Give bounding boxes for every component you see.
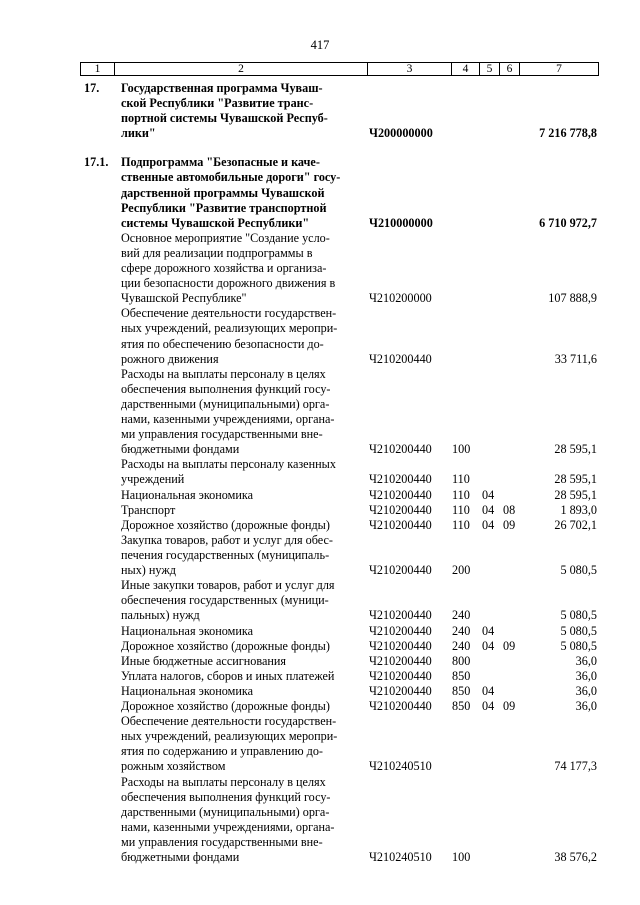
row-name-line: обеспечения выполнения функций госу- — [121, 381, 331, 396]
row-name-line: бюджетными фондами — [121, 849, 240, 864]
subsection-code: 08 — [503, 502, 516, 517]
target-article-code: Ч210000000 — [369, 215, 433, 230]
amount: 36,0 — [575, 653, 597, 668]
row-name-line: дарственными (муниципальными) орга- — [121, 396, 330, 411]
section-code: 04 — [482, 638, 495, 653]
expense-type-code: 110 — [452, 517, 470, 532]
row-name-line: Расходы на выплаты персоналу в целях — [121, 366, 326, 381]
amount: 36,0 — [575, 668, 597, 683]
target-article-code: Ч210200440 — [369, 623, 432, 638]
row-name — [121, 488, 355, 503]
row-name-line: Иные бюджетные ассигнования — [121, 653, 287, 668]
row-name-line: обеспечения выполнения функций госу- — [121, 789, 331, 804]
section-code: 04 — [482, 487, 495, 502]
row-name — [121, 624, 355, 639]
row-name-line: пальных) нужд — [121, 608, 200, 623]
row-name — [121, 367, 355, 458]
expense-type-code: 240 — [452, 623, 471, 638]
target-article-code: Ч210200440 — [369, 683, 432, 698]
amount: 28 595,1 — [554, 487, 597, 502]
row-name-line: Транспорт — [121, 502, 176, 517]
header-col-6: 6 — [500, 63, 520, 75]
amount: 26 702,1 — [554, 517, 597, 532]
target-article-code: Ч210200440 — [369, 668, 432, 683]
row-name — [121, 654, 355, 669]
row-name-line: системы Чувашской Республики" — [121, 215, 310, 230]
amount: 6 710 972,7 — [539, 215, 597, 230]
row-name-line: портной системы Чувашской Респуб- — [121, 111, 328, 126]
target-article-code: Ч210240510 — [369, 759, 432, 774]
row-name-line: Подпрограмма "Безопасные и каче- — [121, 155, 320, 170]
row-name-line: ятия по содержанию и управлению до- — [121, 744, 323, 759]
row-name-line: Национальная экономика — [121, 683, 254, 698]
row-name — [121, 503, 355, 518]
row-name — [121, 639, 355, 654]
target-article-code: Ч200000000 — [369, 126, 433, 141]
target-article-code: Ч210200440 — [369, 563, 432, 578]
subsection-code: 09 — [503, 699, 516, 713]
row-name — [121, 306, 355, 366]
target-article-code: Ч210200440 — [369, 472, 432, 487]
row-name — [121, 714, 355, 774]
subsection-code: 09 — [503, 638, 516, 653]
row-name — [121, 457, 355, 487]
amount: 107 888,9 — [548, 291, 597, 306]
subsection-code: 09 — [503, 517, 516, 532]
row-name-line: Основное мероприятие "Создание усло- — [121, 230, 330, 245]
row-name-line: ственные автомобильные дороги" госу- — [121, 170, 341, 185]
amount: 38 576,2 — [554, 850, 597, 864]
row-name — [121, 533, 355, 578]
row-name-line: бюджетными фондами — [121, 442, 240, 457]
row-name-line: ятия по обеспечению безопасности до- — [121, 336, 324, 351]
row-name — [121, 155, 355, 230]
amount: 74 177,3 — [554, 759, 597, 774]
section-code: 04 — [482, 683, 495, 698]
row-name — [121, 669, 355, 684]
row-name-line: ных) нужд — [121, 563, 176, 578]
row-name-line: Уплата налогов, сборов и иных платежей — [121, 668, 335, 683]
section-code: 04 — [482, 699, 495, 713]
section-code: 04 — [482, 502, 495, 517]
target-article-code: Ч210200440 — [369, 638, 432, 653]
expense-type-code: 240 — [452, 608, 471, 623]
row-name-line: дарственными (муниципальными) орга- — [121, 804, 330, 819]
amount: 5 080,5 — [560, 563, 597, 578]
expense-type-code: 110 — [452, 487, 470, 502]
row-name-line: Расходы на выплаты персоналу в целях — [121, 774, 326, 789]
target-article-code: Ч210200440 — [369, 653, 432, 668]
row-name-line: Национальная экономика — [121, 623, 254, 638]
row-name — [121, 699, 355, 714]
row-number: 17.1. — [84, 155, 109, 170]
amount: 28 595,1 — [554, 442, 597, 457]
target-article-code: Ч210240510 — [369, 850, 432, 864]
expense-type-code: 110 — [452, 502, 470, 517]
row-name-line: Дорожное хозяйство (дорожные фонды) — [121, 638, 330, 653]
row-name-line: учреждений — [121, 472, 185, 487]
row-name-line: лики" — [121, 126, 156, 141]
expense-type-code: 850 — [452, 668, 471, 683]
row-name-line: вий для реализации подпрограммы в — [121, 245, 313, 260]
expense-type-code: 240 — [452, 638, 471, 653]
row-name-line: ных учреждений, реализующих меропри- — [121, 321, 338, 336]
target-article-code: Ч210200440 — [369, 487, 432, 502]
row-name-line: Дорожное хозяйство (дорожные фонды) — [121, 699, 330, 713]
amount: 5 080,5 — [560, 623, 597, 638]
row-name-line: обеспечения государственных (муници- — [121, 593, 329, 608]
expense-type-code: 800 — [452, 653, 471, 668]
row-name-line: Республики "Развитие транспортной — [121, 200, 327, 215]
amount: 36,0 — [575, 699, 597, 713]
amount: 5 080,5 — [560, 638, 597, 653]
header-col-1: 1 — [81, 63, 115, 75]
row-name-line: Иные закупки товаров, работ и услуг для — [121, 578, 335, 593]
header-col-7: 7 — [556, 63, 562, 75]
expense-type-code: 850 — [452, 699, 471, 713]
row-name-line: ции безопасности дорожного движения в — [121, 276, 336, 291]
row-name-line: Обеспечение деятельности государствен- — [121, 714, 337, 729]
table-header — [80, 62, 599, 76]
row-name — [121, 578, 355, 623]
row-name-line: сфере дорожного хозяйства и организа- — [121, 261, 327, 276]
expense-type-code: 850 — [452, 683, 471, 698]
target-article-code: Ч210200440 — [369, 442, 432, 457]
target-article-code: Ч210200440 — [369, 517, 432, 532]
expense-type-code: 200 — [452, 563, 471, 578]
target-article-code: Ч210200440 — [369, 351, 432, 366]
row-name-line: Расходы на выплаты персоналу казенных — [121, 457, 336, 472]
row-name-line: рожного движения — [121, 351, 219, 366]
page-number: 417 — [310, 38, 330, 52]
target-article-code: Ч210200440 — [369, 502, 432, 517]
expense-type-code: 110 — [452, 472, 470, 487]
row-name-line: нами, казенными учреждениями, органа- — [121, 412, 335, 427]
amount: 33 711,6 — [554, 351, 597, 366]
row-name-line: рожным хозяйством — [121, 759, 226, 774]
row-name — [121, 81, 355, 141]
row-name-line: Дорожное хозяйство (дорожные фонды) — [121, 517, 330, 532]
row-name-line: печения государственных (муниципаль- — [121, 547, 330, 562]
header-col-5: 5 — [480, 63, 500, 75]
row-name-line: Чувашской Республике" — [121, 291, 247, 306]
row-name — [121, 775, 355, 866]
section-code: 04 — [482, 517, 495, 532]
row-name-line: ми управления государственными вне- — [121, 427, 323, 442]
row-name-line: дарственной программы Чувашской — [121, 185, 325, 200]
section-code: 04 — [482, 623, 495, 638]
row-name-line: ми управления государственными вне- — [121, 834, 323, 849]
row-name-line: Национальная экономика — [121, 487, 254, 502]
header-col-3: 3 — [368, 63, 452, 75]
amount: 1 893,0 — [560, 502, 597, 517]
amount: 7 216 778,8 — [539, 126, 597, 141]
row-name — [121, 231, 355, 306]
row-name-line: ных учреждений, реализующих меропри- — [121, 729, 338, 744]
row-name-line: Государственная программа Чуваш- — [121, 81, 323, 95]
row-name-line: ской Республики "Развитие транс- — [121, 96, 314, 111]
amount: 36,0 — [575, 683, 597, 698]
row-number: 17. — [84, 81, 100, 95]
amount: 28 595,1 — [554, 472, 597, 487]
row-name-line: нами, казенными учреждениями, органа- — [121, 819, 335, 834]
target-article-code: Ч210200000 — [369, 291, 432, 306]
expense-type-code: 100 — [452, 442, 471, 457]
header-col-4: 4 — [452, 63, 480, 75]
expense-type-code: 100 — [452, 850, 471, 864]
row-name — [121, 518, 355, 533]
row-name — [121, 684, 355, 699]
row-name-line: Закупка товаров, работ и услуг для обес- — [121, 532, 333, 547]
amount: 5 080,5 — [560, 608, 597, 623]
target-article-code: Ч210200440 — [369, 608, 432, 623]
target-article-code: Ч210200440 — [369, 699, 432, 713]
header-col-2: 2 — [115, 63, 368, 75]
row-name-line: Обеспечение деятельности государствен- — [121, 306, 337, 321]
